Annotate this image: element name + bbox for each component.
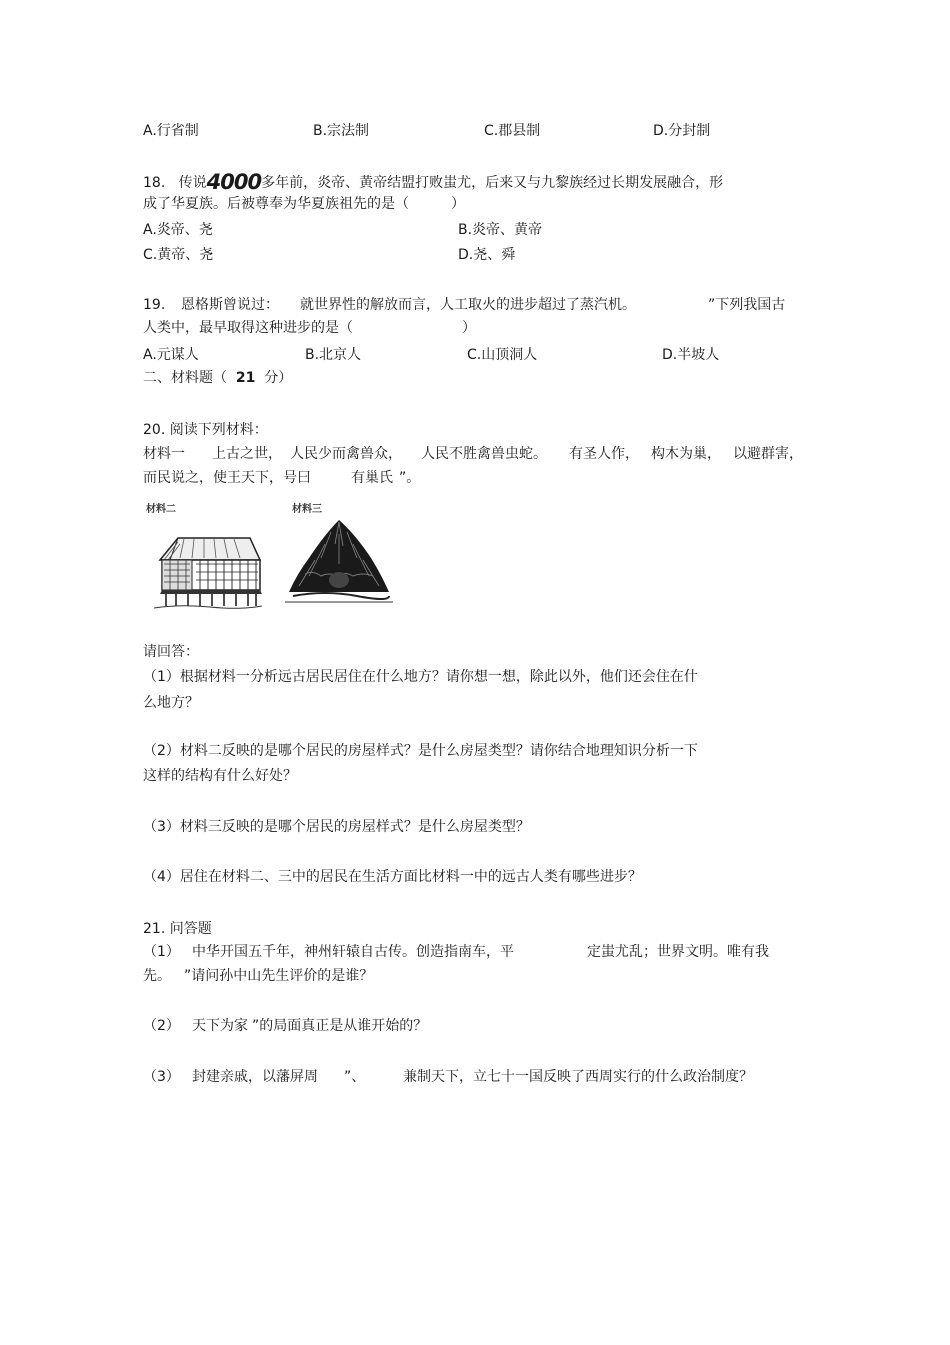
q21-s3-number: （3） [143,1069,180,1085]
q20-material1-part: 以避群害， [733,446,803,462]
q18-option-d: D.尧、舜 [458,247,516,263]
q17-option-b: B.宗法制 [313,123,370,139]
q18-option-c: C.黄帝、尧 [143,247,214,263]
q17-option-c: C.郡县制 [484,123,541,139]
q18-text-post: 多年前，炎帝、黄帝结盟打败蚩尤，后来又与九黎族经过长期发展融合，形 [261,175,724,191]
q21-s1-text-a: 中华开国五千年，神州轩辕自古传。创造指南车，平 [192,944,514,960]
q21-s3-text-c: 兼制天下，立七十一国反映了西周实行的什么政治制度？ [403,1069,753,1085]
q20-material1-part: 构木为巢， [651,446,721,462]
q20-sub2-line1: （2）材料二反映的是哪个居民的房屋样式？是什么房屋类型？请你结合地理知识分析一下 [143,743,698,759]
q20-ask: 请回答： [143,644,199,660]
q21-s3-text-a: 封建亲戚，以藩屏周 [192,1069,318,1085]
section2-pre: 二、材料题（ [143,370,227,386]
q19-option-c: C.山顶洞人 [467,347,538,363]
q21-s1-line2: 先。 [143,968,171,984]
q19-option-a: A.元谋人 [143,347,199,363]
q20-material1-line2c: ”。 [399,470,421,486]
q18-number: 18. [143,175,166,191]
q20-material1-part: 人民不胜禽兽虫蛇。 [421,446,547,462]
q17-option-d: D.分封制 [653,123,711,139]
q18-line2: 成了华夏族。后被尊奉为华夏族祖先的是（ ） [143,196,465,212]
q21-s1-line2b: ”请问孙中山先生评价的是谁？ [184,968,374,984]
material2-image-label: 材料二 [146,504,176,515]
q18-year-figure: 4000 [206,170,262,194]
q17-option-a: A.行省制 [143,123,199,139]
q21-s3-text-b: ”、 [344,1069,366,1085]
q20-sub1-line1: （1）根据材料一分析远古居民居住在什么地方？请你想一想，除此以外，他们还会住在什 [143,669,698,685]
q21-s1-number: （1） [143,944,180,960]
q18-line1 [143,171,723,192]
q21-s2-number: （2） [143,1018,180,1034]
q20-material1-part: 上古之世， [212,446,282,462]
section2-heading [143,369,292,387]
q19-quote: 就世界性的解放而言，人工取火的进步超过了蒸汽机。 [300,297,636,313]
q20-material1-part: 人民少而禽兽众， [290,446,402,462]
q21-s1-text-b: 定蚩尤乱；世界文明。唯有我 [587,944,769,960]
q20-material1-line2a: 而民说之，使王天下，号曰 [143,470,311,486]
q20-sub2-line2: 这样的结构有什么好处？ [143,768,297,784]
q20-material1-part: 有圣人作， [569,446,639,462]
q21-heading: 21. 问答题 [143,921,212,937]
q19-text-c: ”下列我国古 [708,297,786,313]
stilt-house-image [150,530,265,610]
q18-option-b: B.炎帝、黄帝 [458,222,543,238]
section2-score: 21 [235,370,256,386]
q19-option-d: D.半坡人 [662,347,720,363]
q20-material1-line2b: 有巢氏 [351,470,393,486]
q18-option-a: A.炎帝、尧 [143,222,213,238]
thatched-hut-image [285,514,393,610]
q20-heading: 20. 阅读下列材料： [143,422,268,438]
q19-line2: 人类中，最早取得这种进步的是（ [143,320,353,336]
q19-text-a: 恩格斯曾说过： [181,297,279,313]
q21-s2-text-b: ”的局面真正是从谁开始的？ [252,1018,428,1034]
q21-s2-text-a: 天下为家 [192,1018,248,1034]
q20-sub4: （4）居住在材料二、三中的居民在生活方面比材料一中的远古人类有哪些进步？ [143,869,642,885]
material3-image-label: 材料三 [292,504,322,515]
q20-sub1-line2: 么地方？ [143,695,199,711]
q19-paren-close: ） [462,320,476,336]
q18-text-pre: 传说 [178,175,207,191]
q20-sub3: （3）材料三反映的是哪个居民的房屋样式？是什么房屋类型？ [143,819,530,835]
q19-option-b: B.北京人 [305,347,362,363]
section2-post: 分） [264,370,293,386]
q20-material1-label: 材料一 [143,446,185,462]
q19-number: 19. [143,297,166,313]
